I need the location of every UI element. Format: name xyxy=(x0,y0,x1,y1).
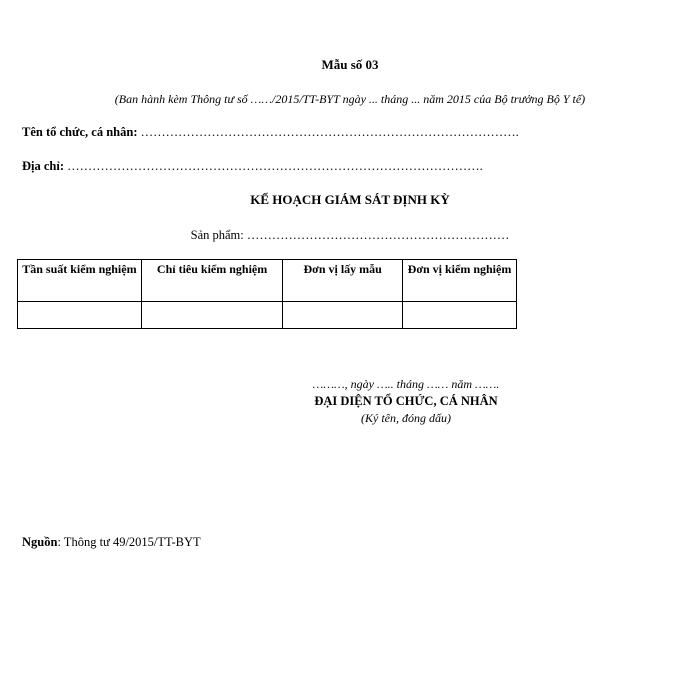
product-field xyxy=(0,228,700,243)
organization-label: Tên tổ chức, cá nhân: xyxy=(22,125,138,139)
signature-note: (Ký tên, đóng dấu) xyxy=(361,411,451,425)
form-number: Mẫu số 03 xyxy=(321,57,379,72)
address-label: Địa chỉ: xyxy=(22,159,65,173)
signature-date-line: ………, ngày ….. tháng …… năm ……. xyxy=(312,377,500,391)
header-test-criteria: Chỉ tiêu kiểm nghiệm xyxy=(141,260,283,302)
header-test-frequency: Tần suất kiểm nghiệm xyxy=(18,260,142,302)
header-testing-unit: Đơn vị kiểm nghiệm xyxy=(403,260,517,302)
organization-value: ………………………………………………………………………………. xyxy=(137,125,519,139)
source-line xyxy=(22,535,201,550)
table-cell xyxy=(283,302,403,329)
table-header-row xyxy=(18,260,517,302)
signature-title: ĐẠI DIỆN TỔ CHỨC, CÁ NHÂN xyxy=(314,394,498,408)
document-title: KẾ HOẠCH GIÁM SÁT ĐỊNH KỲ xyxy=(250,192,450,207)
product-value: ……………………………………………………… xyxy=(243,228,510,242)
issued-note: (Ban hành kèm Thông tư số ……/2015/TT-BYT ngày ... tháng ... năm 2015 của Bộ trưởng Bộ Y tế) xyxy=(114,92,586,106)
product-label: Sản phẩm: xyxy=(190,228,244,242)
header-sampling-unit: Đơn vị lấy mẫu xyxy=(283,260,403,302)
source-value: : Thông tư 49/2015/TT-BYT xyxy=(57,535,201,549)
source-label: Nguồn xyxy=(22,535,58,549)
organization-field xyxy=(22,125,519,140)
table-cell xyxy=(403,302,517,329)
table-cell xyxy=(18,302,142,329)
address-value: ………………………………………………………………………………………. xyxy=(64,159,483,173)
address-field xyxy=(22,159,483,174)
signature-block xyxy=(256,376,556,427)
plan-table xyxy=(17,259,517,329)
table-cell xyxy=(141,302,283,329)
table-row xyxy=(18,302,517,329)
